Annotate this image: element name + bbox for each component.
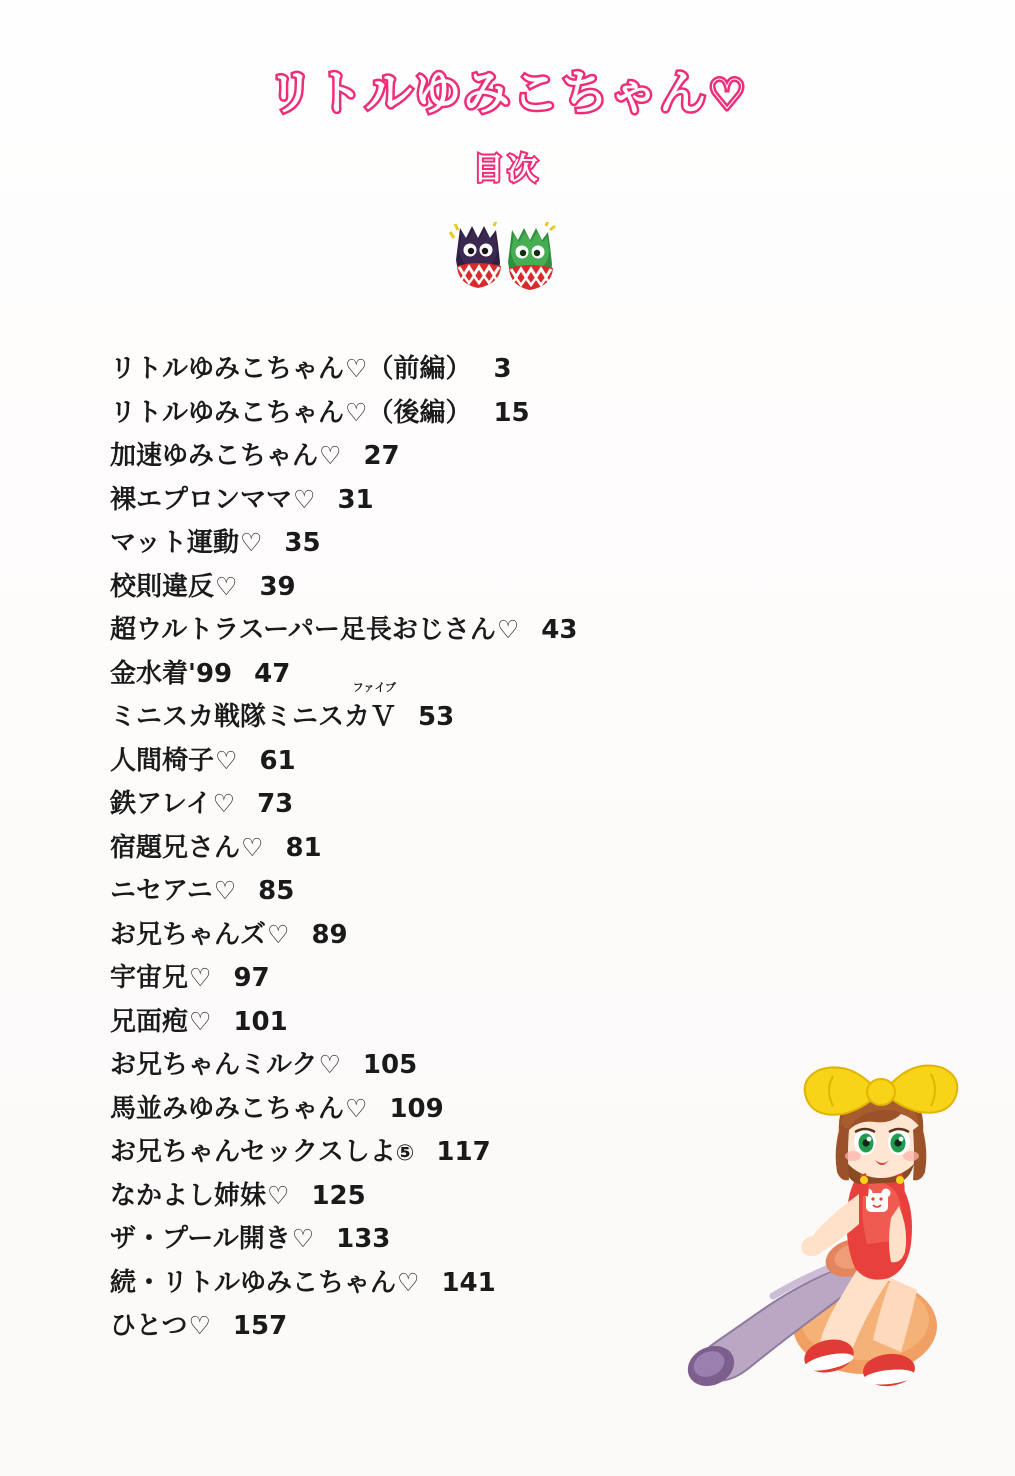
- toc-entry-heart-icon: ♡: [212, 789, 236, 818]
- toc-entry-suffix: （前編）: [367, 354, 472, 384]
- toc-entry-title: お兄ちゃんミルク: [110, 1050, 318, 1080]
- toc-entry-heart-icon: ♡: [188, 1311, 211, 1340]
- toc-entry-page-number: 35: [284, 528, 321, 558]
- toc-entry-heart-icon: ♡: [267, 1180, 290, 1210]
- toc-entry-page-number: 97: [233, 963, 270, 993]
- toc-entry-heart-icon: ♡: [319, 441, 342, 470]
- monster-heads-ornament: [0, 222, 1015, 307]
- toc-entry-heart-icon: ♡: [239, 528, 263, 557]
- toc-entry-page-number: 31: [337, 484, 374, 515]
- toc-entry-heart-icon: ♡: [215, 745, 238, 775]
- toc-entry[interactable]: [110, 957, 810, 1001]
- toc-entry[interactable]: [110, 348, 810, 392]
- toc-entry-heart-icon: ♡: [345, 1093, 368, 1123]
- toc-entry-page-number: 157: [232, 1311, 288, 1341]
- toc-entry-title: ミニスカ戦隊ミニスカＶ ファイブ: [110, 681, 397, 732]
- toc-entry-title: ザ・プール開き: [110, 1224, 291, 1254]
- toc-entry-title: ひとつ: [110, 1311, 188, 1341]
- toc-entry-heart-icon: ♡: [345, 397, 368, 427]
- toc-entry-heart-icon: ♡: [345, 354, 368, 383]
- toc-entry-heart-icon: ♡: [397, 1267, 420, 1297]
- toc-entry-title: リトルゆみこちゃん: [110, 354, 345, 384]
- toc-entry-heart-icon: ♡: [215, 571, 238, 601]
- toc-entry[interactable]: [110, 740, 810, 784]
- toc-entry-title: なかよし姉妹: [110, 1180, 267, 1211]
- toc-entry[interactable]: [110, 392, 810, 436]
- two-monster-heads-icon: [448, 222, 568, 302]
- toc-entry-ruby: ファイブ: [352, 681, 397, 694]
- toc-entry-page-number: 101: [233, 1006, 288, 1037]
- toc-entry-page-number: 43: [541, 615, 578, 645]
- toc-entry-page-number: 125: [311, 1180, 366, 1211]
- toc-entry-suffix: ⑤: [395, 1141, 415, 1166]
- toc-entry[interactable]: [110, 566, 810, 610]
- toc-entry[interactable]: [110, 827, 810, 871]
- toc-entry-title: 続・リトルゆみこちゃん: [110, 1267, 397, 1298]
- toc-entry-page-number: 85: [258, 876, 295, 906]
- toc-entry-title: 鉄アレイ: [110, 789, 212, 819]
- toc-entry-title: 人間椅子: [110, 745, 215, 776]
- title-heart-icon: ♡: [708, 70, 748, 119]
- toc-entry[interactable]: [110, 870, 810, 914]
- toc-entry-title: 馬並みゆみこちゃん: [110, 1093, 345, 1124]
- toc-entry-title: 加速ゆみこちゃん: [110, 441, 319, 471]
- toc-entry-heart-icon: ♡: [293, 484, 316, 514]
- toc-entry-page-number: 109: [389, 1093, 444, 1124]
- toc-entry-title: 宇宙兄: [110, 963, 189, 993]
- toc-entry-page-number: 53: [418, 702, 455, 732]
- toc-entry-title: お兄ちゃんズ: [110, 919, 267, 950]
- toc-entry-page-number: 117: [436, 1137, 491, 1167]
- toc-entry-heart-icon: ♡: [241, 832, 264, 862]
- toc-entry-title: マット運動: [110, 528, 239, 558]
- toc-entry[interactable]: [110, 522, 810, 566]
- toc-entry-heart-icon: ♡: [189, 963, 212, 992]
- toc-entry-title: 金水着'99: [110, 658, 233, 689]
- toc-entry-heart-icon: ♡: [291, 1224, 315, 1253]
- toc-entry-title: 兄面疱: [110, 1006, 189, 1037]
- girl-character-illustration: [653, 996, 973, 1416]
- subtitle-area: [0, 144, 1015, 188]
- girl-illustration-svg: [653, 996, 973, 1416]
- toc-entry-heart-icon: ♡: [213, 876, 237, 905]
- toc-entry-heart-icon: ♡: [189, 1006, 212, 1036]
- toc-entry-title: お兄ちゃんセックスしよ: [110, 1137, 396, 1167]
- toc-entry-page-number: 81: [285, 832, 322, 863]
- toc-entry[interactable]: [110, 914, 810, 958]
- toc-entry-title: 超ウルトラスーパー足長おじさん: [110, 615, 496, 645]
- toc-entry-page-number: 61: [259, 745, 296, 776]
- toc-entry-heart-icon: ♡: [267, 919, 290, 949]
- toc-entry-title: 裸エプロンママ: [110, 484, 293, 515]
- toc-entry[interactable]: [110, 783, 810, 827]
- toc-entry-page-number: 27: [363, 441, 400, 471]
- toc-entry-heart-icon: ♡: [496, 615, 520, 644]
- toc-entry[interactable]: [110, 653, 810, 697]
- toc-entry[interactable]: [110, 479, 810, 523]
- toc-entry[interactable]: [110, 435, 810, 479]
- toc-entry-heart-icon: ♡: [318, 1050, 341, 1079]
- toc-entry[interactable]: [110, 609, 810, 653]
- toc-entry-page-number: 141: [441, 1267, 496, 1298]
- toc-entry-page-number: 73: [257, 789, 294, 819]
- title-area: [0, 56, 1015, 123]
- toc-entry-suffix: （後編）: [367, 397, 472, 428]
- page-subtitle: 目次: [473, 152, 542, 187]
- toc-entry-title: リトルゆみこちゃん: [110, 397, 345, 428]
- toc-entry-page-number: 3: [493, 354, 512, 384]
- toc-entry-page-number: 105: [362, 1050, 418, 1080]
- toc-entry[interactable]: [110, 681, 810, 740]
- toc-entry-title: 宿題兄さん: [110, 832, 241, 863]
- toc-entry-page-number: 47: [254, 658, 291, 689]
- toc-entry-page-number: 15: [493, 397, 530, 428]
- toc-entry-page-number: 133: [336, 1224, 391, 1254]
- page-title: リトルゆみこちゃん♡: [267, 66, 748, 121]
- toc-entry-page-number: 39: [259, 571, 296, 602]
- toc-entry-page-number: 89: [311, 919, 348, 950]
- toc-entry-title: ニセアニ: [110, 876, 213, 906]
- toc-entry-title: 校則違反: [110, 571, 215, 602]
